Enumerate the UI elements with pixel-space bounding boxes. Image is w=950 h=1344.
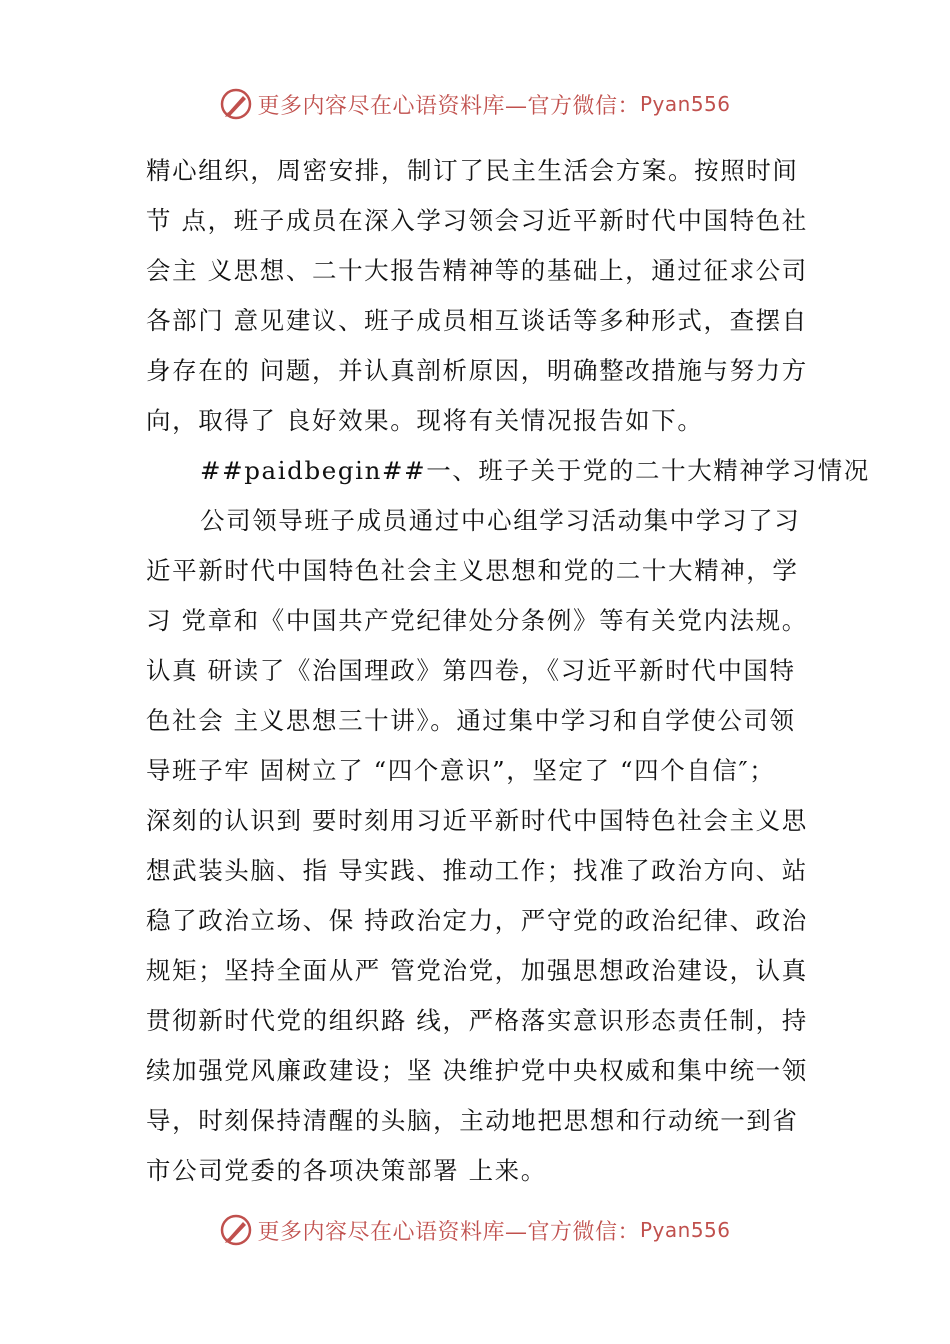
text-line: 导班子牢 固树立了 “四个意识”，坚定了 “四个自信″；	[146, 756, 776, 785]
text-line: 规矩；坚持全面从严 管党治党，加强思想政治建设，认真	[146, 956, 808, 985]
text-line: 节 点，班子成员在深入学习领会习近平新时代中国特色社	[146, 206, 808, 235]
footer-banner-id: Pyan556	[640, 1218, 731, 1242]
header-banner-text: 更多内容尽在心语资料库—官方微信：	[257, 93, 640, 119]
text-line: 精心组织，周密安排，制订了民主生活会方案。按照时间	[146, 156, 799, 185]
pen-logo-icon	[219, 87, 253, 121]
text-line: 认真 研读了《治国理政》第四卷，《习近平新时代中国特	[146, 656, 796, 685]
text-line: 稳了政治立场、保 持政治定力，严守党的政治纪律、政治	[146, 906, 808, 935]
text-line: 身存在的 问题，并认真剖析原因，明确整改措施与努力方	[146, 356, 808, 385]
text-line: 公司领导班子成员通过中心组学习活动集中学习了习	[200, 506, 801, 535]
text-line: 色社会 主义思想三十讲》。通过集中学习和自学使公司领	[146, 706, 796, 735]
text-line: 向，取得了 良好效果。现将有关情况报告如下。	[146, 406, 704, 435]
text-line: 导，时刻保持清醒的头脑，主动地把思想和行动统一到省	[146, 1106, 799, 1135]
text-line: 会主 义思想、二十大报告精神等的基础上，通过征求公司	[146, 256, 808, 285]
header-banner-id: Pyan556	[640, 92, 731, 116]
text-line: 各部门 意见建议、班子成员相互谈话等多种形式，查摆自	[146, 306, 808, 335]
header-banner	[0, 84, 950, 124]
text-line: 贯彻新时代党的组织路 线，严格落实意识形态责任制，持	[146, 1006, 808, 1035]
text-line: 深刻的认识到 要时刻用习近平新时代中国特色社会主义思	[146, 806, 808, 835]
footer-banner	[0, 1210, 950, 1250]
footer-banner-text: 更多内容尽在心语资料库—官方微信：	[257, 1219, 640, 1245]
pen-logo-icon	[219, 1213, 253, 1247]
document-body	[146, 146, 870, 1196]
section-heading: ##paidbegin##一、班子关于党的二十大精神学习情况	[200, 456, 870, 485]
text-line: 习 党章和《中国共产党纪律处分条例》等有关党内法规。	[146, 606, 808, 635]
text-line: 市公司党委的各项决策部署 上来。	[146, 1156, 547, 1185]
text-line: 想武装头脑、指 导实践、推动工作；找准了政治方向、站	[146, 856, 808, 885]
text-line: 续加强党风廉政建设；坚 决维护党中央权威和集中统一领	[146, 1056, 808, 1085]
text-line: 近平新时代中国特色社会主义思想和党的二十大精神，学	[146, 556, 799, 585]
